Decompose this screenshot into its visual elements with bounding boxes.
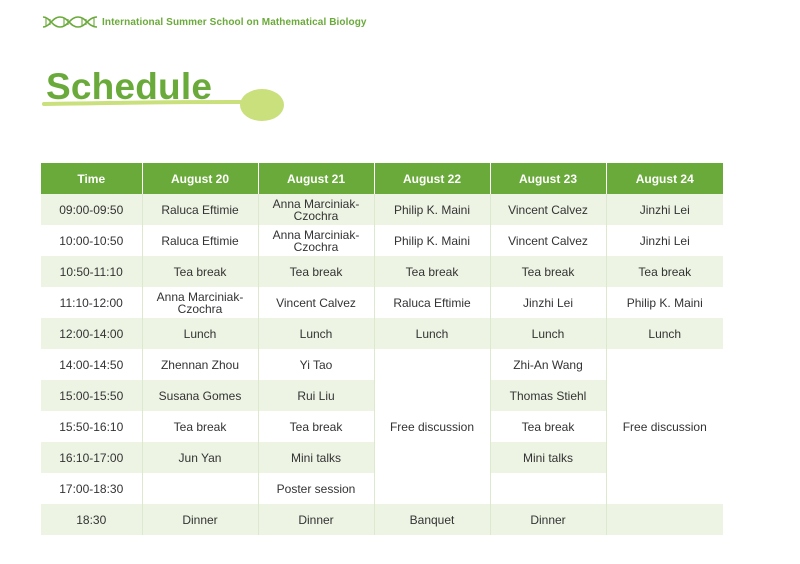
session-cell: Philip K. Maini: [374, 194, 490, 225]
time-cell: 14:00-14:50: [41, 349, 142, 380]
session-cell: Dinner: [258, 504, 374, 535]
session-cell: Anna Marciniak-Czochra: [142, 287, 258, 318]
session-cell: Lunch: [374, 318, 490, 349]
time-cell: 15:00-15:50: [41, 380, 142, 411]
page-title: Schedule: [46, 66, 213, 107]
session-cell: Raluca Eftimie: [374, 287, 490, 318]
session-cell: Thomas Stiehl: [490, 380, 606, 411]
dna-logo-icon: [42, 15, 98, 29]
session-cell: Lunch: [606, 318, 723, 349]
time-cell: 09:00-09:50: [41, 194, 142, 225]
header-title: International Summer School on Mathematical Biology: [102, 16, 367, 28]
session-cell: Rui Liu: [258, 380, 374, 411]
session-cell: [142, 473, 258, 504]
session-cell: Tea break: [142, 411, 258, 442]
session-cell: Vincent Calvez: [258, 287, 374, 318]
session-cell: Anna Marciniak-Czochra: [258, 194, 374, 225]
time-cell: 16:10-17:00: [41, 442, 142, 473]
session-cell: Vincent Calvez: [490, 194, 606, 225]
session-cell: Jinzhi Lei: [490, 287, 606, 318]
column-header-aug21: August 21: [258, 163, 374, 194]
session-cell: Lunch: [258, 318, 374, 349]
session-cell: Tea break: [142, 256, 258, 287]
time-cell: 18:30: [41, 504, 142, 535]
session-cell: Mini talks: [258, 442, 374, 473]
session-cell: Jinzhi Lei: [606, 194, 723, 225]
column-header-time: Time: [41, 163, 142, 194]
page-title-block: [40, 66, 290, 124]
session-cell: Dinner: [490, 504, 606, 535]
table-row: [41, 225, 723, 256]
table-header-row: [41, 163, 723, 194]
time-cell: 10:50-11:10: [41, 256, 142, 287]
column-header-aug24: August 24: [606, 163, 723, 194]
session-cell: [490, 473, 606, 504]
session-cell: Lunch: [142, 318, 258, 349]
session-cell: Mini talks: [490, 442, 606, 473]
session-cell: Tea break: [490, 256, 606, 287]
session-cell: Raluca Eftimie: [142, 194, 258, 225]
time-cell: 11:10-12:00: [41, 287, 142, 318]
time-cell: 12:00-14:00: [41, 318, 142, 349]
table-row: [41, 504, 723, 535]
time-cell: 15:50-16:10: [41, 411, 142, 442]
session-cell: Raluca Eftimie: [142, 225, 258, 256]
schedule-table: [41, 163, 723, 535]
session-cell: Philip K. Maini: [606, 287, 723, 318]
session-cell: [606, 504, 723, 535]
session-cell: Vincent Calvez: [490, 225, 606, 256]
column-header-aug23: August 23: [490, 163, 606, 194]
column-header-aug20: August 20: [142, 163, 258, 194]
session-cell: Tea break: [490, 411, 606, 442]
time-cell: 17:00-18:30: [41, 473, 142, 504]
session-cell: Tea break: [258, 256, 374, 287]
session-cell: Banquet: [374, 504, 490, 535]
session-cell: Philip K. Maini: [374, 225, 490, 256]
time-cell: 10:00-10:50: [41, 225, 142, 256]
session-cell: Yi Tao: [258, 349, 374, 380]
session-cell: Susana Gomes: [142, 380, 258, 411]
session-cell: Anna Marciniak-Czochra: [258, 225, 374, 256]
session-cell: Dinner: [142, 504, 258, 535]
session-cell: Tea break: [258, 411, 374, 442]
session-cell: Zhi-An Wang: [490, 349, 606, 380]
session-cell: Tea break: [374, 256, 490, 287]
free-discussion-aug22-cell: Free discussion: [374, 349, 490, 504]
free-discussion-aug24-cell: Free discussion: [606, 349, 723, 504]
session-cell: Lunch: [490, 318, 606, 349]
table-row: [41, 256, 723, 287]
table-row: [41, 194, 723, 225]
table-row: [41, 318, 723, 349]
session-cell: Jun Yan: [142, 442, 258, 473]
session-cell: Zhennan Zhou: [142, 349, 258, 380]
header: [42, 14, 367, 30]
session-cell: Poster session: [258, 473, 374, 504]
session-cell: Tea break: [606, 256, 723, 287]
column-header-aug22: August 22: [374, 163, 490, 194]
table-row: [41, 349, 723, 380]
table-row: [41, 287, 723, 318]
session-cell: Jinzhi Lei: [606, 225, 723, 256]
